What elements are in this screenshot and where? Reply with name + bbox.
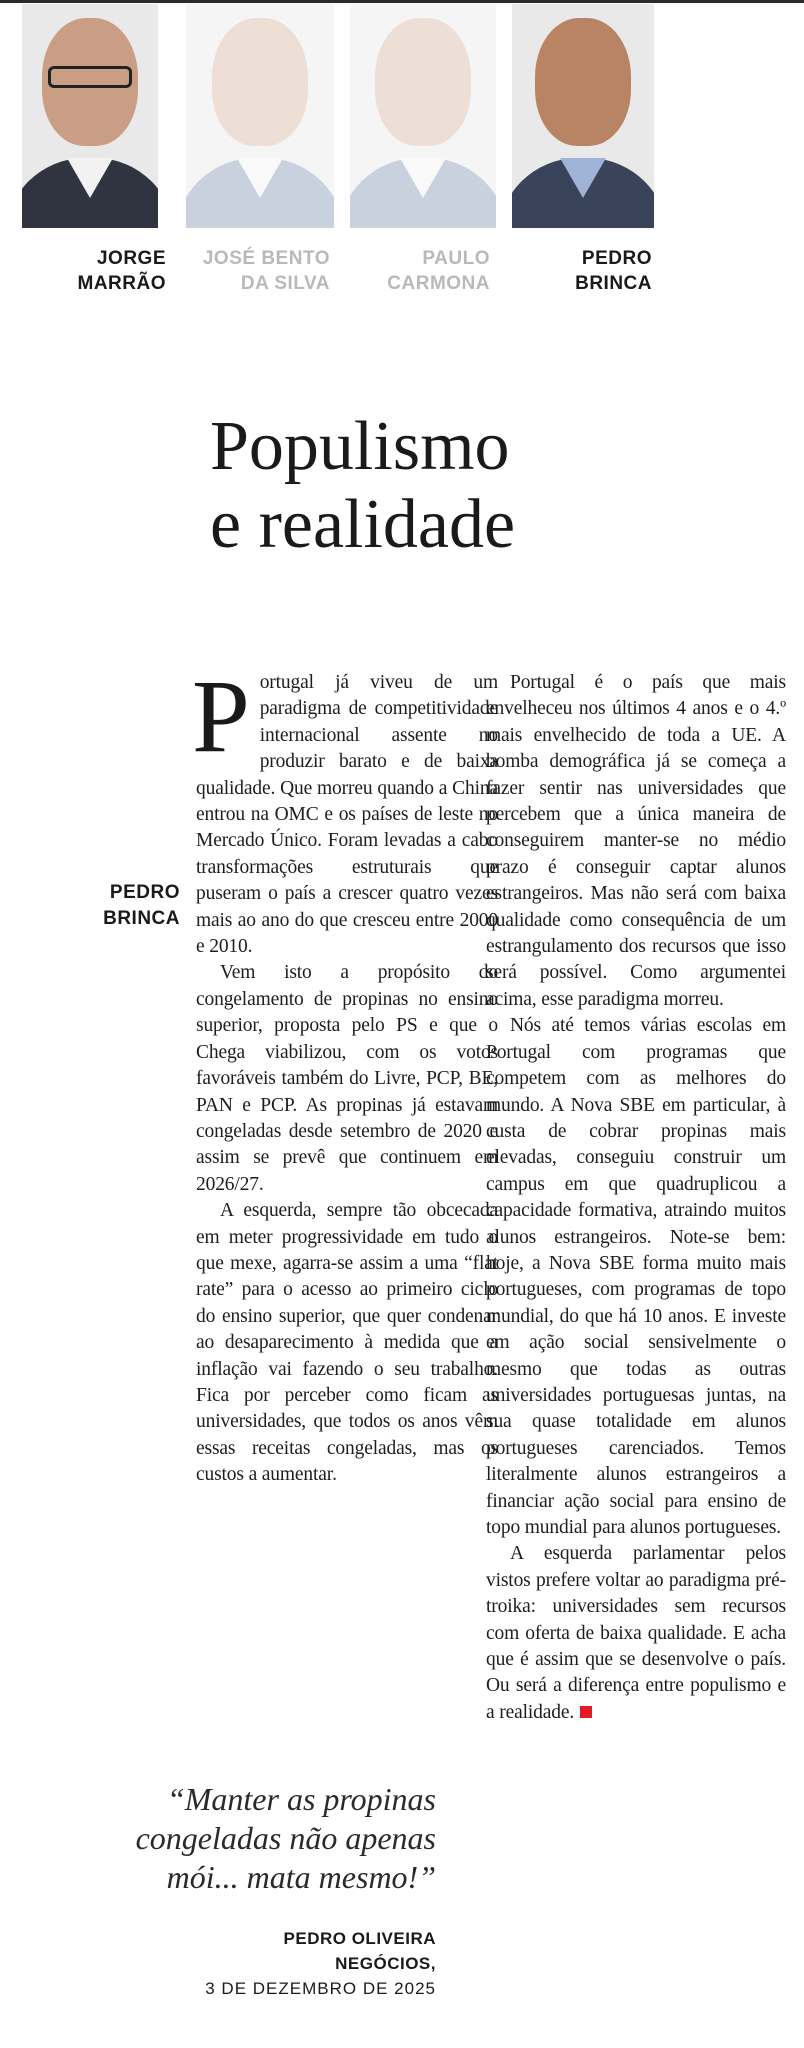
columnist-name-jose-bento-da-silva: JOSÉ BENTO DA SILVA bbox=[202, 248, 330, 294]
article-headline: Populismo e realidade bbox=[210, 408, 516, 563]
pull-quote: “Manter as propinas congeladas não apenas mói... mata mesmo!” bbox=[135, 1781, 436, 1895]
paragraph: A esquerda, sempre tão obcecada em meter progressividade em tudo o que mexe, agarra-se assim a uma “flat rate” para o acesso ao primeiro ciclo do ensino superior, que quer condenar ao desaparecimento à medida que a inflação vai fazendo o seu trabalho. Fica por perceber como ficam as universidades, que todos os anos vêm essas receitas congeladas, mas os custos a aumentar. bbox=[196, 1200, 498, 1486]
article-column-1 bbox=[192, 659, 498, 1489]
paragraph: A esquerda parlamentar pelos vistos prefere voltar ao paradigma pré-troika: universidades sem recursos com oferta de baixa qualidade. E acha que é assim que se desenvolve o país. Ou será a diferença entre populismo e a realidade. bbox=[486, 1543, 786, 1723]
paragraph: Portugal já viveu de um paradigma de competitividade internacional assente no produzir barato e de baixa qualidade. Que morreu quando a China entrou na OMC e os países de leste no Mercado Único. Foram levadas a cabo transformações estruturais que puseram o país a crescer quatro vezes mais ao ano do que cresceu entre 2000 e 2010. bbox=[192, 659, 498, 958]
columnist-photo-paulo-carmona bbox=[350, 4, 496, 228]
paragraph: Vem isto a propósito do congelamento de propinas no ensino superior, proposta pelo PS e que o Chega viabilizou, com os votos favoráveis também do Livre, PCP, BE, PAN e PCP. As propinas já estavam congeladas desde setembro de 2020 e assim se prevê que continuem em 2026/27. bbox=[196, 962, 498, 1195]
columnist-photo-pedro-brinca bbox=[512, 4, 654, 228]
article-byline: PEDRO BRINCA bbox=[103, 882, 180, 929]
columnist-photo-jorge-marrao bbox=[22, 4, 158, 228]
quote-publication: NEGÓCIOS, bbox=[335, 1954, 436, 1973]
quote-author: PEDRO OLIVEIRA bbox=[283, 1929, 436, 1948]
top-rule bbox=[0, 0, 804, 3]
paragraph: Nós até temos várias escolas em Portugal com programas que competem com as melhores do mundo. A Nova SBE em particular, à custa de cobrar propinas mais elevadas, conseguiu construir um campus em que quadruplicou a capacidade formativa, atraindo muitos alunos estrangeiros. Note-se bem: hoje, a Nova SBE forma muito mais portugueses, com programas de topo mundial, do que há 10 anos. E investe em ação social sensivelmente o mesmo que todas as outras universidades portuguesas juntas, na sua quase totalidade em alunos portugueses carenciados. Temos literalmente alunos estrangeiros a financiar ação social para ensino de topo mundial para alunos portugueses. bbox=[486, 1015, 786, 1538]
quote-date: 3 DE DEZEMBRO DE 2025 bbox=[205, 1979, 436, 1998]
article-column-2 bbox=[486, 670, 786, 1726]
glasses-icon bbox=[48, 66, 132, 88]
drop-cap: P bbox=[192, 659, 250, 774]
end-mark-icon bbox=[580, 1706, 592, 1718]
columnist-name-jorge-marrao: JORGE MARRÃO bbox=[77, 248, 166, 294]
pull-quote-source bbox=[160, 1926, 436, 2001]
columnist-name-pedro-brinca: PEDRO BRINCA bbox=[575, 248, 652, 294]
columnist-photo-jose-bento-da-silva bbox=[186, 4, 334, 228]
paragraph: Portugal é o país que mais envelheceu nos últimos 4 anos e o 4.º mais envelhecido de toda a UE. A bomba demográfica já se começa a fazer sentir nas universidades que percebem que a única maneira de conseguirem manter-se no médio prazo é conseguir captar alunos estrangeiros. Mas não será com baixa qualidade como consequência de um estrangulamento dos recursos que isso será possível. Como argumentei acima, esse paradigma morreu. bbox=[486, 672, 786, 1010]
columnist-name-paulo-carmona: PAULO CARMONA bbox=[387, 248, 490, 294]
